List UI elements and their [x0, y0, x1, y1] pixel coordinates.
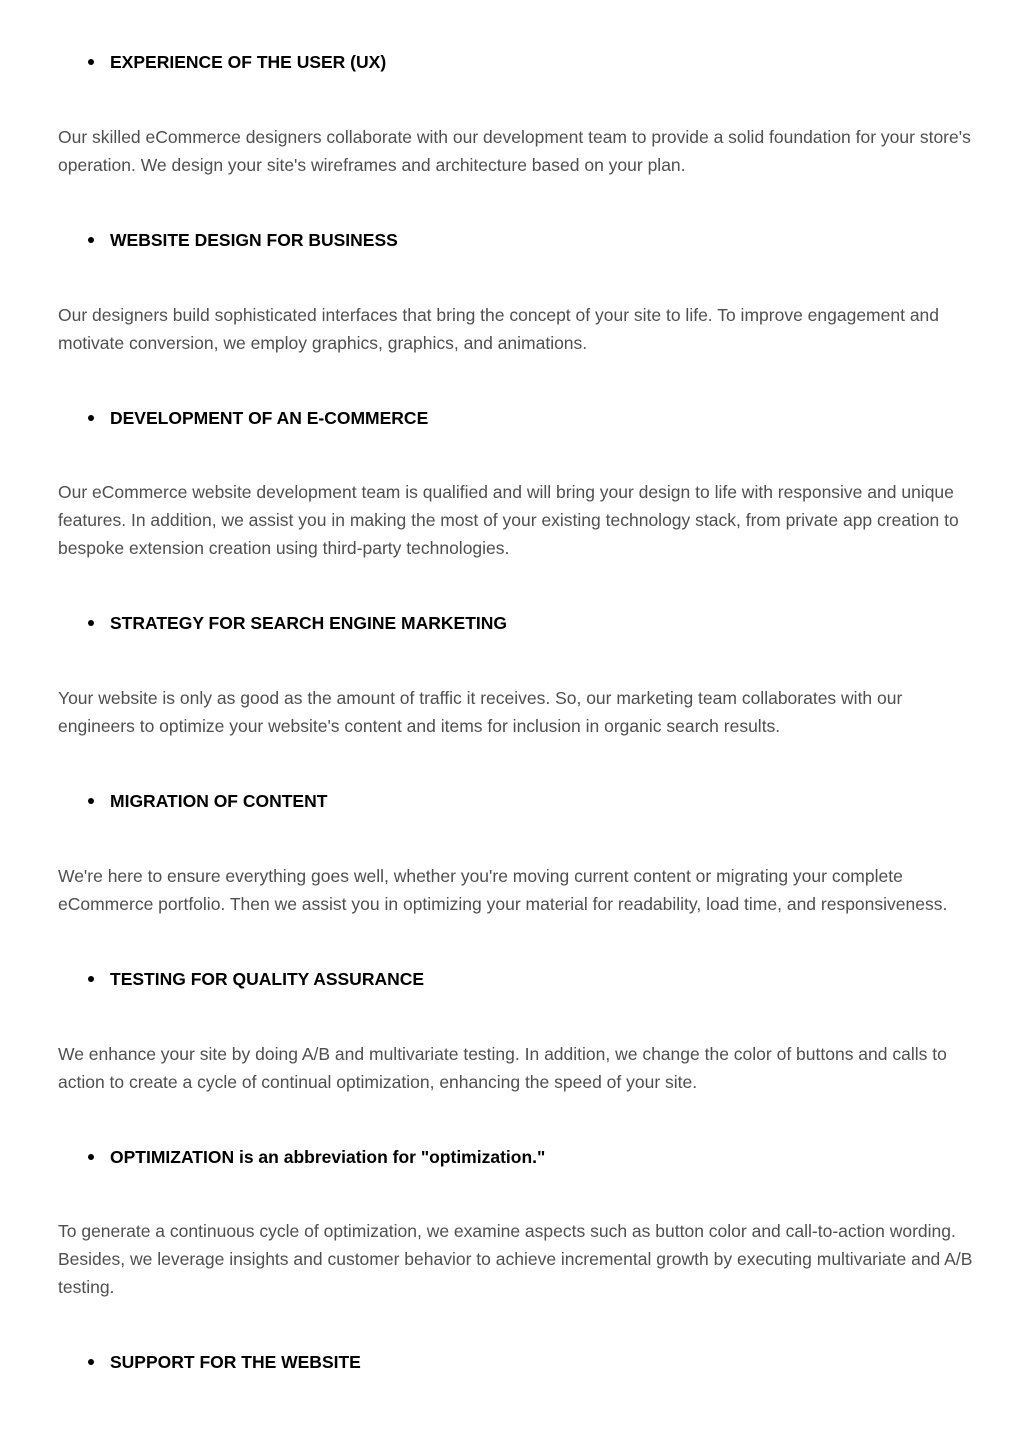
section-heading-text: EXPERIENCE OF THE USER (UX): [110, 52, 387, 72]
section-paragraph: Our skilled eCommerce designers collaborate with our development team to provide a solid foundation for your store's operation. We design your site's wireframes and architecture based on your plan.: [58, 127, 971, 176]
section-heading: [110, 51, 386, 73]
section-heading: [110, 407, 428, 429]
bullet-icon: [88, 1154, 94, 1160]
section-heading: [110, 790, 327, 812]
section-heading: [110, 1351, 361, 1373]
section-paragraph: Our eCommerce website development team is qualified and will bring your design to life with responsive and unique features. In addition, we assist you in making the most of your existing technology stack, from private app creation to bespoke extension creation using third-party technologies.: [58, 482, 959, 559]
section-heading: [110, 1146, 545, 1168]
section-heading-text: SUPPORT FOR THE WEBSITE: [110, 1352, 361, 1372]
bullet-icon: [88, 976, 94, 982]
section-heading-text: OPTIMIZATION is an abbreviation for "optimization.": [110, 1147, 546, 1167]
section-heading-text: WEBSITE DESIGN FOR BUSINESS: [110, 230, 398, 250]
bullet-icon: [88, 620, 94, 626]
bullet-icon: [88, 798, 94, 804]
bullet-icon: [88, 59, 94, 65]
section-heading-text: TESTING FOR QUALITY ASSURANCE: [110, 969, 425, 989]
section-heading: [110, 968, 424, 990]
bullet-icon: [88, 1359, 94, 1365]
section-heading-text: DEVELOPMENT OF AN E-COMMERCE: [110, 408, 429, 428]
section-paragraph: To generate a continuous cycle of optimization, we examine aspects such as button color and call-to-action wording. Besides, we leverage insights and customer behavior to achieve incremental growth by executing multivariate and A/B testing.: [58, 1221, 973, 1298]
bullet-icon: [88, 237, 94, 243]
section-paragraph: Our designers build sophisticated interfaces that bring the concept of your site to life. To improve engagement and motivate conversion, we employ graphics, graphics, and animations.: [58, 305, 940, 354]
section-heading-text: MIGRATION OF CONTENT: [110, 791, 328, 811]
section-paragraph: We enhance your site by doing A/B and multivariate testing. In addition, we change the color of buttons and calls to action to create a cycle of continual optimization, enhancing the speed of your site.: [58, 1044, 947, 1093]
section-paragraph: We're here to ensure everything goes well, whether you're moving current content or migrating your complete eCommerce portfolio. Then we assist you in optimizing your material for readability, load time, and responsiveness.: [58, 866, 948, 915]
section-heading: [110, 229, 398, 251]
section-heading: [110, 612, 507, 634]
section-paragraph: Your website is only as good as the amount of traffic it receives. So, our marketing team collaborates with our engineers to optimize your website's content and items for inclusion in organic search results.: [58, 688, 903, 737]
section-heading-text: STRATEGY FOR SEARCH ENGINE MARKETING: [110, 613, 508, 633]
bullet-icon: [88, 415, 94, 421]
